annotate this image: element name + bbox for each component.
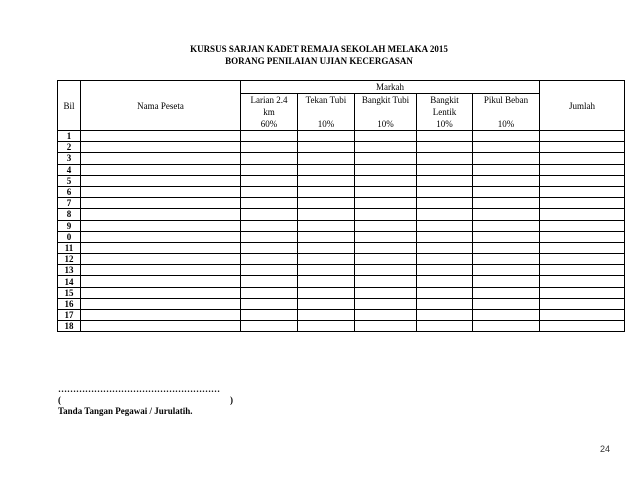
empty-cell[interactable] [473, 198, 540, 209]
empty-cell[interactable] [241, 142, 298, 153]
empty-cell[interactable] [473, 186, 540, 197]
empty-cell[interactable] [355, 298, 417, 309]
empty-cell[interactable] [81, 131, 241, 142]
empty-cell[interactable] [355, 276, 417, 287]
empty-cell[interactable] [540, 242, 625, 253]
empty-cell[interactable] [298, 142, 355, 153]
empty-cell[interactable] [241, 186, 298, 197]
table-row [58, 242, 625, 253]
empty-cell[interactable] [241, 209, 298, 220]
table-row [58, 209, 625, 220]
table-row [58, 265, 625, 276]
empty-cell[interactable] [540, 254, 625, 265]
empty-cell[interactable] [241, 220, 298, 231]
empty-cell[interactable] [417, 242, 473, 253]
table-row [58, 220, 625, 231]
empty-cell[interactable] [540, 287, 625, 298]
empty-cell[interactable] [417, 131, 473, 142]
empty-cell[interactable] [298, 265, 355, 276]
empty-cell[interactable] [473, 175, 540, 186]
empty-cell[interactable] [355, 164, 417, 175]
row-number: 6 [58, 186, 81, 197]
empty-cell[interactable] [540, 321, 625, 332]
row-number: 3 [58, 153, 81, 164]
empty-cell[interactable] [417, 298, 473, 309]
empty-cell[interactable] [81, 220, 241, 231]
table-row [58, 142, 625, 153]
empty-cell[interactable] [355, 321, 417, 332]
empty-cell[interactable] [355, 231, 417, 242]
empty-cell[interactable] [241, 164, 298, 175]
empty-cell[interactable] [473, 321, 540, 332]
empty-cell[interactable] [241, 131, 298, 142]
empty-cell[interactable] [473, 298, 540, 309]
row-number: 17 [58, 310, 81, 321]
subcol-label: Bangkit [430, 95, 459, 105]
form-title: KURSUS SARJAN KADET REMAJA SEKOLAH MELAKA 2015 [190, 44, 448, 54]
row-number: 15 [58, 287, 81, 298]
empty-cell[interactable] [540, 276, 625, 287]
empty-cell[interactable] [417, 310, 473, 321]
empty-cell[interactable] [81, 310, 241, 321]
page-number: 24 [600, 444, 611, 454]
row-number: 2 [58, 142, 81, 153]
row-number: 4 [58, 164, 81, 175]
empty-cell[interactable] [540, 231, 625, 242]
open-paren: ( [58, 395, 61, 405]
subcol-weight: 60% [260, 119, 278, 129]
row-number: 11 [58, 242, 81, 253]
empty-cell[interactable] [417, 265, 473, 276]
row-number: 0 [58, 231, 81, 242]
empty-cell[interactable] [81, 298, 241, 309]
table-row [58, 310, 625, 321]
empty-cell[interactable] [81, 186, 241, 197]
table-row [58, 175, 625, 186]
row-number: 8 [58, 209, 81, 220]
empty-cell[interactable] [417, 321, 473, 332]
empty-cell[interactable] [540, 142, 625, 153]
empty-cell[interactable] [417, 186, 473, 197]
empty-cell[interactable] [298, 298, 355, 309]
empty-cell[interactable] [241, 287, 298, 298]
row-number: 18 [58, 321, 81, 332]
empty-cell[interactable] [298, 231, 355, 242]
table-row [58, 131, 625, 142]
empty-cell[interactable] [298, 242, 355, 253]
empty-cell[interactable] [81, 209, 241, 220]
subcol-label-2: km [263, 107, 275, 117]
subcol-weight: 10% [317, 119, 335, 129]
subcol-weight: 10% [377, 119, 394, 129]
header-row-1 [58, 81, 625, 94]
empty-cell[interactable] [355, 186, 417, 197]
empty-cell[interactable] [473, 287, 540, 298]
markah-header: Markah [241, 81, 540, 94]
empty-cell[interactable] [81, 321, 241, 332]
empty-cell[interactable] [241, 298, 298, 309]
subcol-tekan-tubi [298, 94, 355, 131]
table-row [58, 231, 625, 242]
table-row [58, 186, 625, 197]
empty-cell[interactable] [298, 276, 355, 287]
empty-cell[interactable] [540, 175, 625, 186]
empty-cell[interactable] [81, 265, 241, 276]
empty-cell[interactable] [417, 276, 473, 287]
assessment-table [57, 80, 625, 332]
table-row [58, 287, 625, 298]
empty-cell[interactable] [241, 242, 298, 253]
subcol-label: Tekan Tubi [305, 95, 347, 105]
row-number: 14 [58, 276, 81, 287]
empty-cell[interactable] [355, 254, 417, 265]
table-body [58, 131, 625, 332]
subcol-label-2 [473, 106, 539, 118]
subcol-weight: 10% [497, 119, 515, 129]
empty-cell[interactable] [81, 287, 241, 298]
jumlah-header: Jumlah [540, 81, 625, 131]
signature-line: ……………………………………………… [58, 384, 220, 394]
empty-cell[interactable] [473, 254, 540, 265]
subcol-label-2 [355, 106, 416, 118]
row-number: 5 [58, 175, 81, 186]
empty-cell[interactable] [355, 242, 417, 253]
empty-cell[interactable] [298, 175, 355, 186]
empty-cell[interactable] [540, 209, 625, 220]
empty-cell[interactable] [417, 209, 473, 220]
empty-cell[interactable] [355, 131, 417, 142]
empty-cell[interactable] [540, 131, 625, 142]
close-paren: ) [230, 395, 233, 405]
empty-cell[interactable] [241, 276, 298, 287]
empty-cell[interactable] [298, 310, 355, 321]
signature-label: Tanda Tangan Pegawai / Jurulatih. [58, 406, 193, 416]
empty-cell[interactable] [417, 198, 473, 209]
empty-cell[interactable] [417, 254, 473, 265]
table-row [58, 321, 625, 332]
empty-cell[interactable] [298, 153, 355, 164]
empty-cell[interactable] [81, 198, 241, 209]
subcol-weight: 10% [436, 119, 453, 129]
table-row [58, 254, 625, 265]
row-number: 9 [58, 220, 81, 231]
empty-cell[interactable] [355, 153, 417, 164]
empty-cell[interactable] [540, 153, 625, 164]
empty-cell[interactable] [473, 209, 540, 220]
empty-cell[interactable] [473, 164, 540, 175]
table-row [58, 198, 625, 209]
empty-cell[interactable] [298, 209, 355, 220]
empty-cell[interactable] [241, 175, 298, 186]
empty-cell[interactable] [355, 209, 417, 220]
empty-cell[interactable] [298, 198, 355, 209]
empty-cell[interactable] [540, 265, 625, 276]
empty-cell[interactable] [417, 287, 473, 298]
empty-cell[interactable] [355, 220, 417, 231]
subcol-bangkit-lentik [417, 94, 473, 131]
empty-cell[interactable] [298, 220, 355, 231]
empty-cell[interactable] [81, 142, 241, 153]
empty-cell[interactable] [241, 254, 298, 265]
table-row [58, 164, 625, 175]
empty-cell[interactable] [417, 164, 473, 175]
empty-cell[interactable] [473, 220, 540, 231]
empty-cell[interactable] [81, 175, 241, 186]
row-number: 13 [58, 265, 81, 276]
empty-cell[interactable] [417, 153, 473, 164]
empty-cell[interactable] [355, 265, 417, 276]
empty-cell[interactable] [473, 153, 540, 164]
empty-cell[interactable] [473, 142, 540, 153]
empty-cell[interactable] [81, 231, 241, 242]
empty-cell[interactable] [241, 265, 298, 276]
form-subtitle: BORANG PENILAIAN UJIAN KECERGASAN [225, 56, 413, 66]
subcol-bangkit-tubi [355, 94, 417, 131]
row-number: 12 [58, 254, 81, 265]
signature-name-brackets [58, 395, 238, 406]
empty-cell[interactable] [540, 298, 625, 309]
empty-cell[interactable] [473, 242, 540, 253]
empty-cell[interactable] [417, 231, 473, 242]
subcol-pikul-beban [473, 94, 540, 131]
bil-header: Bil [58, 81, 81, 131]
empty-cell[interactable] [355, 287, 417, 298]
nama-peseta-header: Nama Peseta [81, 81, 241, 131]
empty-cell[interactable] [540, 186, 625, 197]
empty-cell[interactable] [473, 131, 540, 142]
empty-cell[interactable] [241, 231, 298, 242]
subcol-label-2 [298, 106, 354, 118]
empty-cell[interactable] [473, 276, 540, 287]
empty-cell[interactable] [540, 198, 625, 209]
empty-cell[interactable] [298, 131, 355, 142]
empty-cell[interactable] [355, 175, 417, 186]
table-row [58, 153, 625, 164]
empty-cell[interactable] [241, 321, 298, 332]
row-number: 16 [58, 298, 81, 309]
empty-cell[interactable] [417, 142, 473, 153]
empty-cell[interactable] [355, 198, 417, 209]
empty-cell[interactable] [241, 153, 298, 164]
subcol-larian [241, 94, 298, 131]
empty-cell[interactable] [81, 153, 241, 164]
empty-cell[interactable] [540, 310, 625, 321]
subcol-label: Bangkit Tubi [361, 95, 410, 105]
row-number: 7 [58, 198, 81, 209]
table-row [58, 276, 625, 287]
subcol-label: Larian 2.4 [250, 95, 288, 105]
subcol-label-2: Lentik [432, 107, 457, 117]
empty-cell[interactable] [355, 142, 417, 153]
empty-cell[interactable] [473, 231, 540, 242]
empty-cell[interactable] [417, 220, 473, 231]
empty-cell[interactable] [81, 242, 241, 253]
empty-cell[interactable] [473, 310, 540, 321]
empty-cell[interactable] [298, 186, 355, 197]
empty-cell[interactable] [81, 254, 241, 265]
empty-cell[interactable] [241, 198, 298, 209]
empty-cell[interactable] [81, 276, 241, 287]
empty-cell[interactable] [298, 164, 355, 175]
empty-cell[interactable] [540, 164, 625, 175]
subcol-label: Pikul Beban [483, 95, 529, 105]
row-number: 1 [58, 131, 81, 142]
empty-cell[interactable] [540, 220, 625, 231]
empty-cell[interactable] [298, 254, 355, 265]
table-row [58, 298, 625, 309]
empty-cell[interactable] [355, 310, 417, 321]
empty-cell[interactable] [473, 265, 540, 276]
empty-cell[interactable] [241, 310, 298, 321]
empty-cell[interactable] [298, 321, 355, 332]
empty-cell[interactable] [81, 164, 241, 175]
empty-cell[interactable] [298, 287, 355, 298]
empty-cell[interactable] [417, 175, 473, 186]
